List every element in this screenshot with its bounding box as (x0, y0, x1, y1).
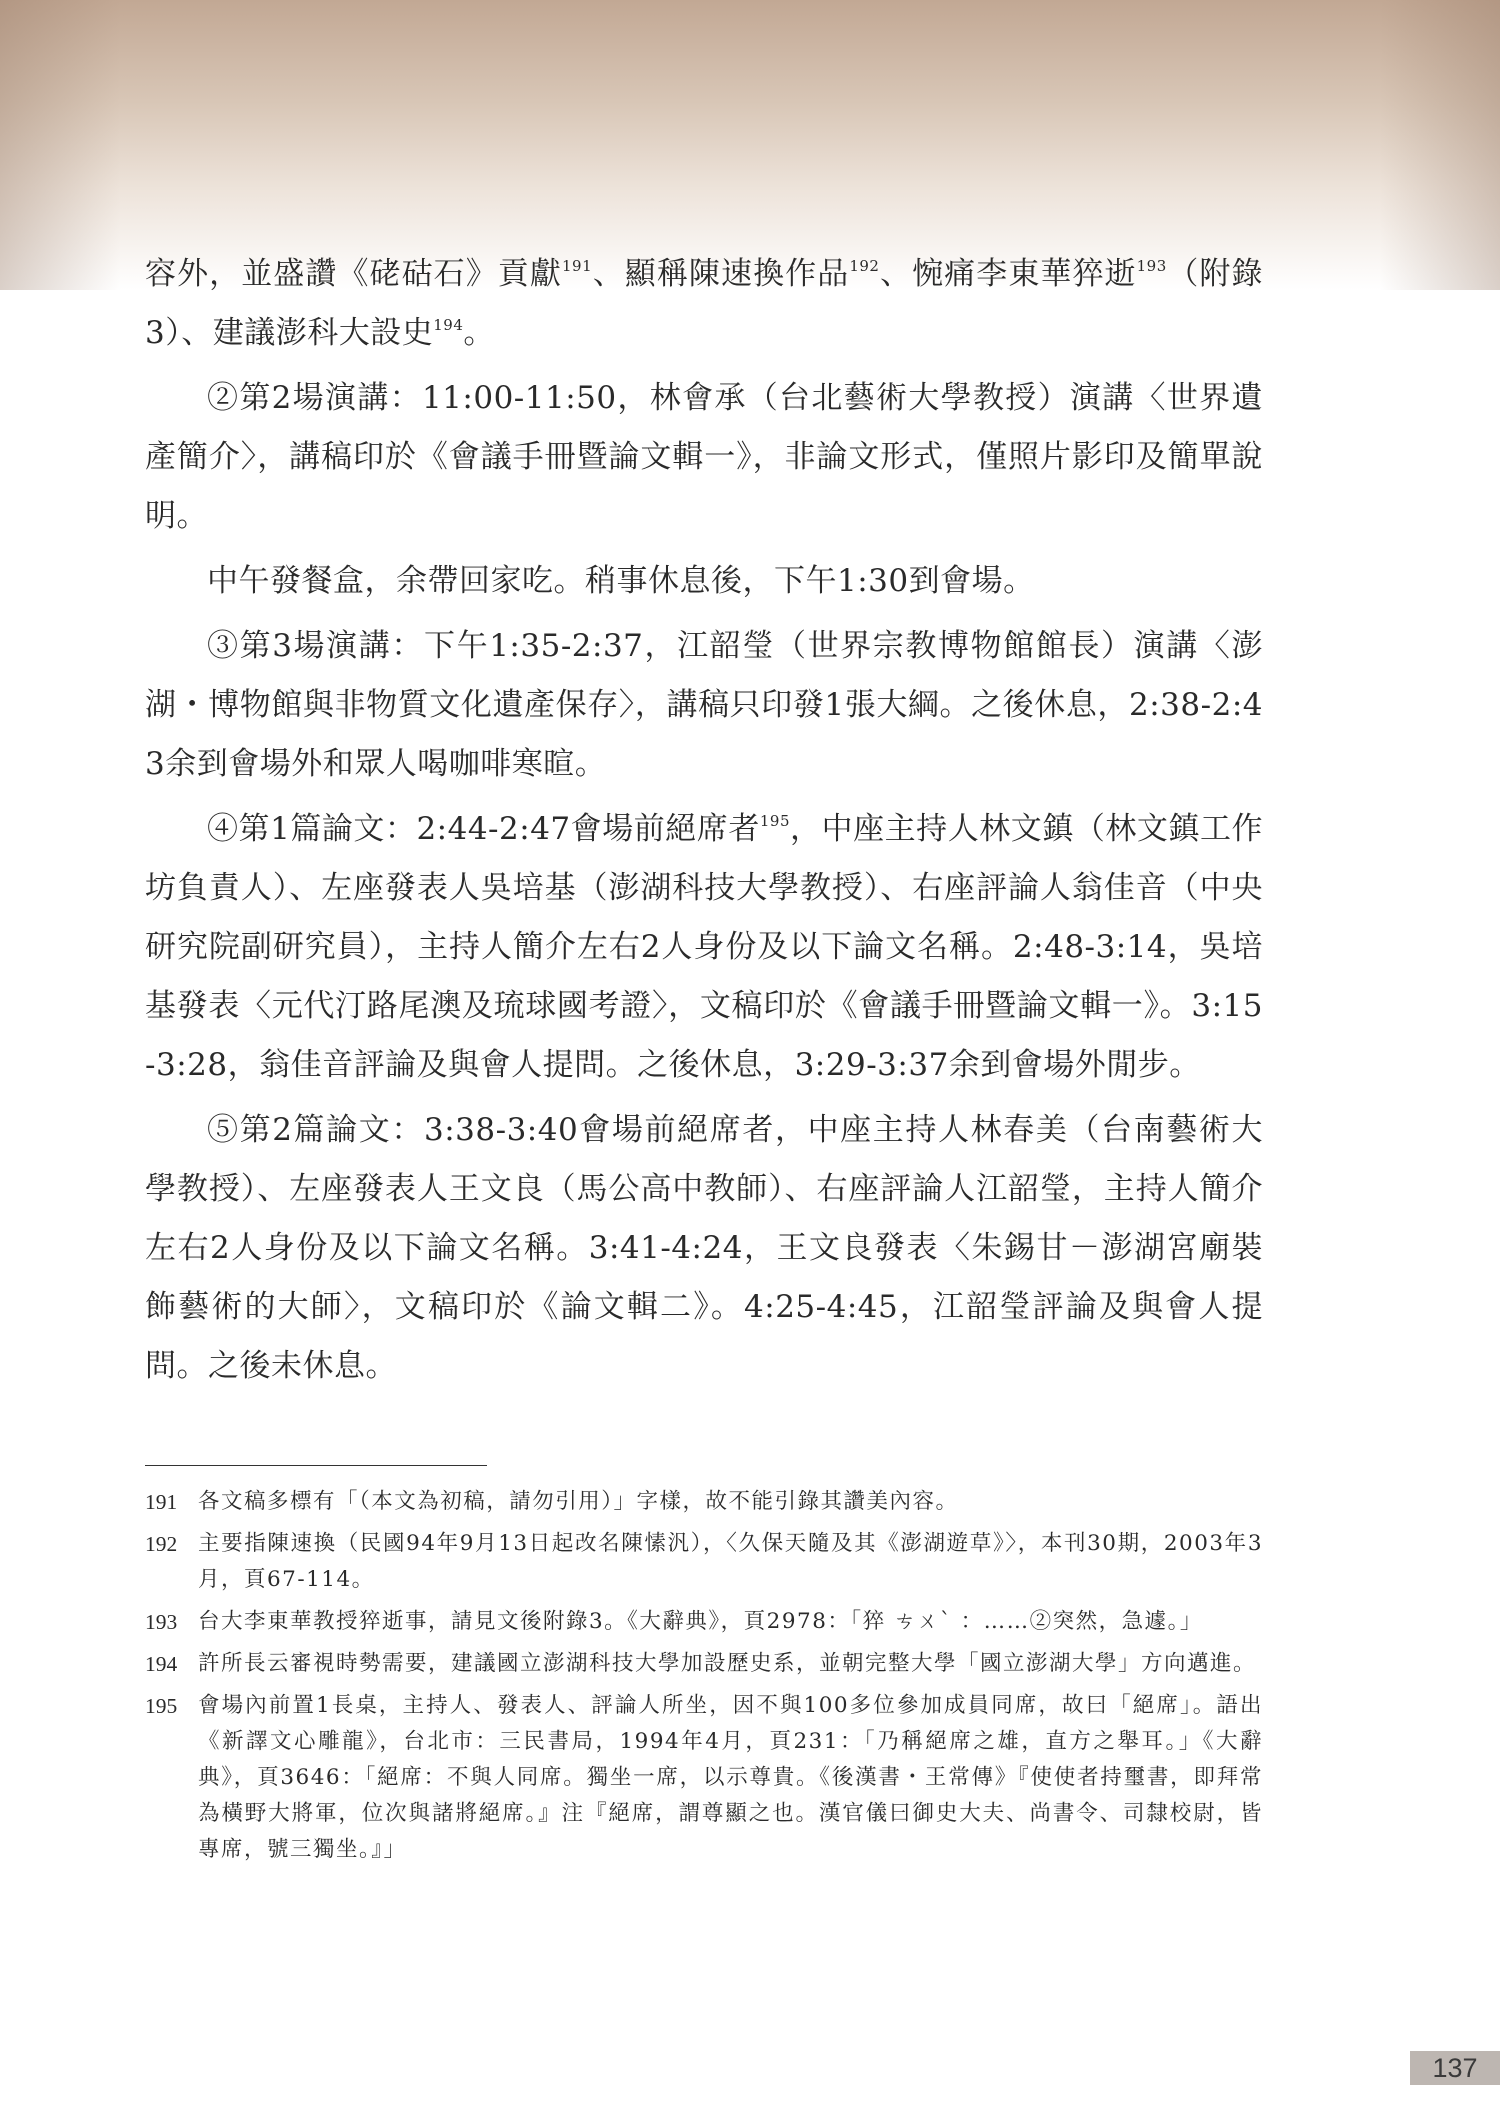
footnote-text: 各文稿多標有「（本文為初稿，請勿引用）」字樣，故不能引錄其讚美內容。 (198, 1489, 959, 1514)
body-paragraph (145, 1101, 1263, 1396)
footnote-marker: 192 (849, 257, 880, 275)
footnotes (145, 1484, 1263, 1874)
body-paragraph (145, 617, 1263, 794)
paragraph-text: ③第3場演講：下午1:35-2:37，江韶瑩（世界宗教博物館館長）演講〈澎湖・博物館與非物質文化遺產保存〉，講稿只印發1張大綱。之後休息，2:38-2:43余到會場外和眾人喝咖啡寒暄。 (145, 628, 1263, 782)
footnote-marker: 195 (759, 812, 791, 830)
footnote (145, 1526, 1263, 1598)
footnote-number: 194 (145, 1652, 178, 1676)
footnote (145, 1688, 1263, 1868)
footnote (145, 1484, 1263, 1520)
footnote-text: 許所長云審視時勢需要，建議國立澎湖科技大學加設歷史系，並朝完整大學「國立澎湖大學」方向邁進。 (198, 1651, 1257, 1676)
right-edge-shade (1380, 0, 1500, 290)
body-paragraph (145, 800, 1263, 1095)
paragraph-text: 容外，並盛讚《硓𥑮石》貢獻 (145, 256, 562, 292)
paragraph-text: ②第2場演講：11:00-11:50，林會承（台北藝術大學教授）演講〈世界遺產簡介〉，講稿印於《會議手冊暨論文輯一》，非論文形式，僅照片影印及簡單說明。 (145, 380, 1263, 534)
footnote (145, 1646, 1263, 1682)
page-number: 137 (1410, 2051, 1500, 2085)
paragraph-text: ⑤第2篇論文：3:38-3:40會場前絕席者，中座主持人林春美（台南藝術大學教授）、左座發表人王文良（馬公高中教師）、右座評論人江韶瑩，主持人簡介左右2人身份及以下論文名稱。3:41-4:24，王文良發表〈朱錫甘－澎湖宮廟裝飾藝術的大師〉，文稿印於《論文輯二》。4:25-4:45，江韶瑩評論及與會人提問。之後未休息。 (145, 1112, 1263, 1384)
paragraph-text: 。 (463, 315, 495, 351)
paragraph-text: 、惋痛李東華猝逝 (879, 256, 1137, 292)
paragraph-text: 、顯稱陳速換作品 (592, 256, 850, 292)
left-edge-shade (0, 0, 120, 290)
footnote-text: 會場內前置1長桌，主持人、發表人、評論人所坐，因不與100多位參加成員同席，故曰「絕席」。語出《新譯文心雕龍》，台北市：三民書局，1994年4月，頁231：「乃稱絕席之雄，直方之舉耳。」《大辭典》，頁3646：「絕席：不與人同席。獨坐一席，以示尊貴。《後漢書・王常傳》『使使者持璽書，即拜常為橫野大將軍，位次與諸將絕席。』注『絕席，謂尊顯之也。漢官儀曰御史大夫、尚書令、司隸校尉，皆專席，號三獨坐。』」 (198, 1693, 1263, 1862)
body-paragraph (145, 369, 1263, 546)
footnote-number: 195 (145, 1694, 178, 1718)
footnote-number: 193 (145, 1610, 178, 1634)
footnote (145, 1604, 1263, 1640)
footnote-marker: 194 (433, 316, 464, 334)
footnote-marker: 193 (1136, 257, 1167, 275)
paragraph-text: （附錄3）、建議澎科大設史 (145, 256, 1264, 351)
paragraph-text: ，中座主持人林文鎮（林文鎮工作坊負責人）、左座發表人吳培基（澎湖科技大學教授）、右座評論人翁佳音（中央研究院副研究員），主持人簡介左右2人身份及以下論文名稱。2:48-3:14，吳培基發表〈元代汀路尾澳及琉球國考證〉，文稿印於《會議手冊暨論文輯一》。3:15-3:28，翁佳音評論及與會人提問。之後休息，3:29-3:37余到會場外閒步。 (145, 811, 1263, 1083)
paragraph-text: ④第1篇論文：2:44-2:47會場前絕席者 (207, 811, 760, 847)
paragraph-text: 中午發餐盒，余帶回家吃。稍事休息後，下午1:30到會場。 (207, 563, 1035, 599)
footnote-marker: 191 (561, 257, 593, 275)
footnote-text: 台大李東華教授猝逝事，請見文後附錄3。《大辭典》，頁2978：「猝 ㄘㄨˋ ：……②突然，急遽。」 (198, 1609, 1203, 1634)
main-text (145, 245, 1263, 1402)
body-paragraph (145, 552, 1263, 611)
footnote-number: 191 (145, 1490, 178, 1514)
footnote-text: 主要指陳速換（民國94年9月13日起改名陳愫汎），〈久保天隨及其《澎湖遊草》〉，本刊30期，2003年3月，頁67-114。 (198, 1531, 1263, 1592)
footnote-separator (145, 1465, 487, 1466)
footnote-number: 192 (145, 1532, 178, 1556)
body-paragraph (145, 245, 1263, 363)
